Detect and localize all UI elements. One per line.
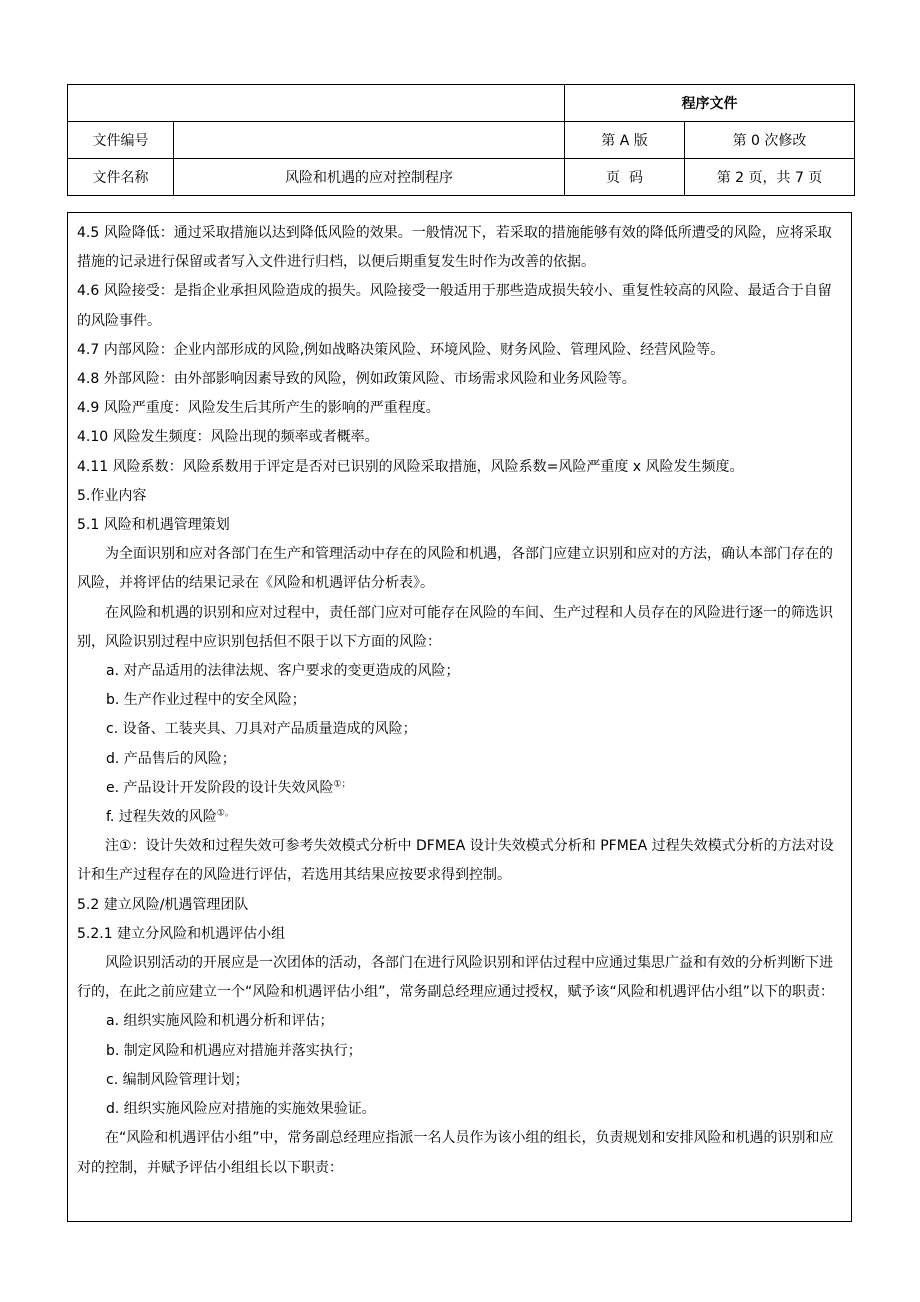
clause-4-5: 4.5 风险降低：通过采取措施以达到降低风险的效果。一般情况下，若采取的措施能够有效的降低所遭受的风险，应将采取措施的记录进行保留或者写入文件进行归档，以便后期重复发生时作为改善的依据。: [77, 225, 832, 271]
list-item-d: d. 产品售后的风险；: [106, 750, 236, 767]
note-1: 注①：设计失效和过程失效可参考失效模式分析中 DFMEA 设计失效模式分析和 PFMEA 过程失效模式分析的方法对设计和生产过程存在的风险进行评估，若选用其结果应按要求得到控制。: [77, 838, 834, 884]
edition-cell: 第 A 版: [565, 122, 685, 159]
section-5-2-1-heading: 5.2.1 建立分风险和机遇评估小组: [77, 925, 286, 942]
doc-name-label: 文件名称: [68, 159, 174, 196]
list-item-f-text: f. 过程失效的风险: [106, 809, 217, 826]
doc-no-label: 文件编号: [68, 122, 174, 159]
list-item-b: b. 生产作业过程中的安全风险；: [106, 692, 306, 709]
clause-4-10: 4.10 风险发生频度：风险出现的频率或者概率。: [77, 429, 379, 446]
footnote-mark-f: ①。: [216, 808, 234, 819]
duty-item-d: d. 组织实施风险应对措施的实施效果验证。: [106, 1101, 376, 1118]
revision-cell: 第 0 次修改: [685, 122, 855, 159]
section-5-1-heading: 5.1 风险和机遇管理策划: [77, 517, 230, 534]
clause-4-11: 4.11 风险系数：风险系数用于评定是否对已识别的风险采取措施，风险系数=风险严重度 x 风险发生频度。: [77, 458, 744, 475]
page-label: 页 码: [565, 159, 685, 196]
document-header-table: [67, 84, 855, 196]
header-row-1: [68, 85, 855, 122]
list-item-e: [77, 774, 842, 803]
section-5-2-heading: 5.2 建立风险/机遇管理团队: [77, 896, 249, 913]
list-item-f: [77, 803, 842, 832]
footnote-mark-e: ①；: [333, 779, 351, 790]
list-item-c: c. 设备、工装夹具、刀具对产品质量造成的风险；: [106, 721, 417, 738]
section-5-heading: 5.作业内容: [77, 487, 147, 504]
duty-item-a: a. 组织实施风险和机遇分析和评估；: [106, 1013, 334, 1030]
paragraph-group-leader: 在“风险和机遇评估小组”中，常务副总经理应指派一名人员作为该小组的组长，负责规划和安排风险和机遇的识别和应对的控制，并赋予评估小组组长以下职责：: [77, 1130, 834, 1176]
clause-4-6: 4.6 风险接受：是指企业承担风险造成的损失。风险接受一般适用于那些造成损失较小、重复性较高的风险、最适合于自留的风险事件。: [77, 283, 832, 329]
clause-4-9: 4.9 风险严重度：风险发生后其所产生的影响的严重程度。: [77, 400, 440, 417]
doc-no-value: [174, 122, 565, 159]
duty-item-b: b. 制定风险和机遇应对措施并落实执行；: [106, 1042, 362, 1059]
doc-name-value: 风险和机遇的应对控制程序: [174, 159, 565, 196]
page-value: 第 2 页，共 7 页: [685, 159, 855, 196]
paragraph-5-1-a: 为全面识别和应对各部门在生产和管理活动中存在的风险和机遇，各部门应建立识别和应对的方法，确认本部门存在的风险，并将评估的结果记录在《风险和机遇评估分析表》。: [77, 546, 833, 592]
paragraph-5-1-b: 在风险和机遇的识别和应对过程中，责任部门应对可能存在风险的车间、生产过程和人员存在的风险进行逐一的筛选识别，风险识别过程中应识别包括但不限于以下方面的风险：: [77, 604, 833, 650]
header-row-2: [68, 122, 855, 159]
header-row-3: [68, 159, 855, 196]
header-blank-cell: [68, 85, 565, 122]
document-body: [67, 212, 852, 1222]
list-item-a: a. 对产品适用的法律法规、客户要求的变更造成的风险；: [106, 663, 460, 680]
clause-4-8: 4.8 外部风险：由外部影响因素导致的风险，例如政策风险、市场需求风险和业务风险等。: [77, 371, 636, 388]
doc-type-cell: 程序文件: [565, 85, 855, 122]
list-item-e-text: e. 产品设计开发阶段的设计失效风险: [106, 779, 334, 796]
clause-4-7: 4.7 内部风险：企业内部形成的风险,例如战略决策风险、环境风险、财务风险、管理风险、经营风险等。: [77, 341, 725, 358]
duty-item-c: c. 编制风险管理计划；: [106, 1071, 249, 1088]
paragraph-5-2-1: 风险识别活动的开展应是一次团体的活动，各部门在进行风险识别和评估过程中应通过集思广益和有效的分析判断下进行的，在此之前应建立一个“风险和机遇评估小组”，常务副总经理应通过授权，赋予该“风险和机遇评估小组”以下的职责：: [77, 955, 835, 1001]
